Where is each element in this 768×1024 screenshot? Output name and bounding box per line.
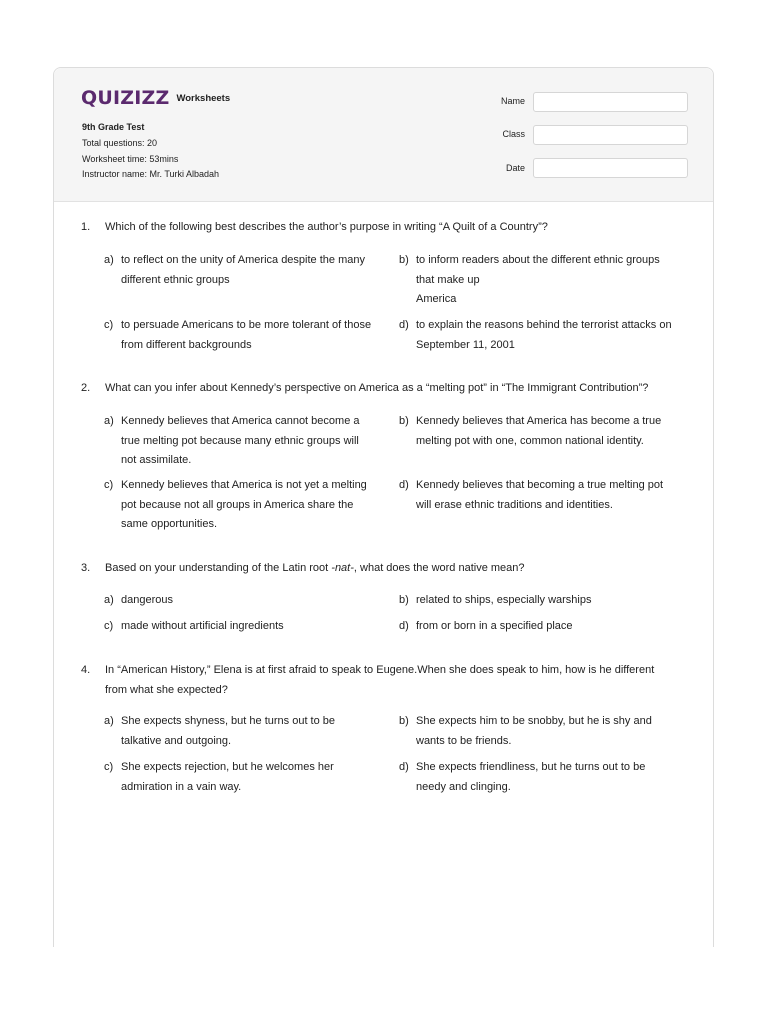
option-a xyxy=(104,251,392,290)
option-line: talkative and outgoing. xyxy=(121,734,232,747)
logo-subtitle: Worksheets xyxy=(176,93,231,104)
worksheet-time: Worksheet time: 53mins xyxy=(82,154,179,164)
option-line: same opportunities. xyxy=(121,518,217,530)
option-line: Kennedy believes that America is not yet a melting xyxy=(121,479,367,491)
worksheet-header xyxy=(54,68,713,202)
question-number: 3. xyxy=(81,562,91,574)
option-line: She expects friendliness, but he turns out to be xyxy=(416,761,646,773)
question-text-line: In “American History,” Elena is at first afraid to speak to Eugene.When she does speak to him, how is he different xyxy=(105,664,655,676)
option-line: to explain the reasons behind the terrorist attacks on xyxy=(416,319,672,331)
option-line: dangerous xyxy=(121,594,173,606)
option-line: needy and clinging. xyxy=(416,780,511,793)
option-d xyxy=(399,316,687,355)
option-a xyxy=(104,591,392,611)
latin-root: -nat- xyxy=(331,562,354,574)
instructor-name: Instructor name: Mr. Turki Albadah xyxy=(82,169,220,179)
option-letter: b) xyxy=(399,254,409,266)
option-letter: b) xyxy=(399,715,409,727)
option-letter: c) xyxy=(104,319,114,331)
question-text-line: from what she expected? xyxy=(105,683,228,696)
name-field[interactable] xyxy=(533,92,688,112)
option-line: Kennedy believes that America has become a true xyxy=(416,415,662,427)
option-letter: a) xyxy=(104,715,114,727)
option-line: related to ships, especially warships xyxy=(416,594,592,606)
option-b xyxy=(399,251,687,310)
option-letter: c) xyxy=(104,479,114,491)
option-b xyxy=(399,712,687,751)
option-b xyxy=(399,412,687,451)
date-label: Date xyxy=(505,163,525,173)
option-line: different ethnic groups xyxy=(121,273,230,286)
option-line: Kennedy believes that America cannot become a xyxy=(121,415,360,427)
question-text-part: Based on your understanding of the Latin root xyxy=(105,562,332,574)
option-line: true melting pot because many ethnic groups will xyxy=(121,434,359,447)
option-line: wants to be friends. xyxy=(416,734,512,747)
option-letter: b) xyxy=(399,594,409,606)
option-letter: a) xyxy=(104,594,114,606)
option-d xyxy=(399,476,687,515)
option-letter: d) xyxy=(399,319,409,331)
option-line: will erase ethnic traditions and identities. xyxy=(416,498,613,511)
total-questions: Total questions: 20 xyxy=(82,138,158,148)
option-b xyxy=(399,591,687,611)
option-c xyxy=(104,758,392,797)
option-line: from or born in a specified place xyxy=(416,620,573,632)
logo-wordmark: QUIZIZZ xyxy=(81,87,170,109)
question-text xyxy=(105,559,695,579)
option-line: admiration in a vain way. xyxy=(121,780,242,793)
option-line: that make up xyxy=(416,273,480,286)
option-line: America xyxy=(416,293,457,305)
question-text-part: , what does the word native mean? xyxy=(353,562,525,574)
option-line: not assimilate. xyxy=(121,454,192,466)
class-field[interactable] xyxy=(533,125,688,145)
name-label: Name xyxy=(500,96,525,106)
class-label: Class xyxy=(502,129,525,139)
option-letter: c) xyxy=(104,761,114,773)
question-text: Which of the following best describes the author’s purpose in writing “A Quilt of a Country”? xyxy=(105,221,548,233)
test-title: 9th Grade Test xyxy=(82,122,145,132)
question-number: 2. xyxy=(81,382,91,394)
option-line: She expects him to be snobby, but he is shy and xyxy=(416,715,652,727)
quizizz-logo xyxy=(81,87,230,109)
option-line: melting pot with one, common national identity. xyxy=(416,434,644,447)
question-text: What can you infer about Kennedy’s perspective on America as a “melting pot” in “The Immigrant Contribution”? xyxy=(105,382,649,394)
option-line: She expects shyness, but he turns out to be xyxy=(121,715,336,727)
option-line: to reflect on the unity of America despite the many xyxy=(121,254,365,266)
option-letter: b) xyxy=(399,415,409,427)
option-c xyxy=(104,617,392,637)
option-line: Kennedy believes that becoming a true melting pot xyxy=(416,479,664,491)
option-line: to inform readers about the different ethnic groups xyxy=(416,254,660,266)
option-d xyxy=(399,617,687,637)
option-d xyxy=(399,758,687,797)
option-line: made without artificial ingredients xyxy=(121,620,284,632)
option-c xyxy=(104,476,392,535)
option-letter: a) xyxy=(104,415,114,427)
option-letter: a) xyxy=(104,254,114,266)
option-letter: d) xyxy=(399,479,409,491)
option-letter: d) xyxy=(399,620,409,632)
option-letter: d) xyxy=(399,761,409,773)
option-line: September 11, 2001 xyxy=(416,338,515,351)
question-number: 1. xyxy=(81,221,91,233)
option-a xyxy=(104,712,392,751)
option-letter: c) xyxy=(104,620,114,632)
option-c xyxy=(104,316,392,355)
option-line: from different backgrounds xyxy=(121,338,252,351)
option-line: pot because not all groups in America share the xyxy=(121,498,354,511)
option-line: to persuade Americans to be more tolerant of those xyxy=(121,319,372,331)
option-line: She expects rejection, but he welcomes her xyxy=(121,761,334,773)
option-a xyxy=(104,412,392,471)
date-field[interactable] xyxy=(533,158,688,178)
question-number: 4. xyxy=(81,664,91,676)
question-text xyxy=(105,661,695,700)
